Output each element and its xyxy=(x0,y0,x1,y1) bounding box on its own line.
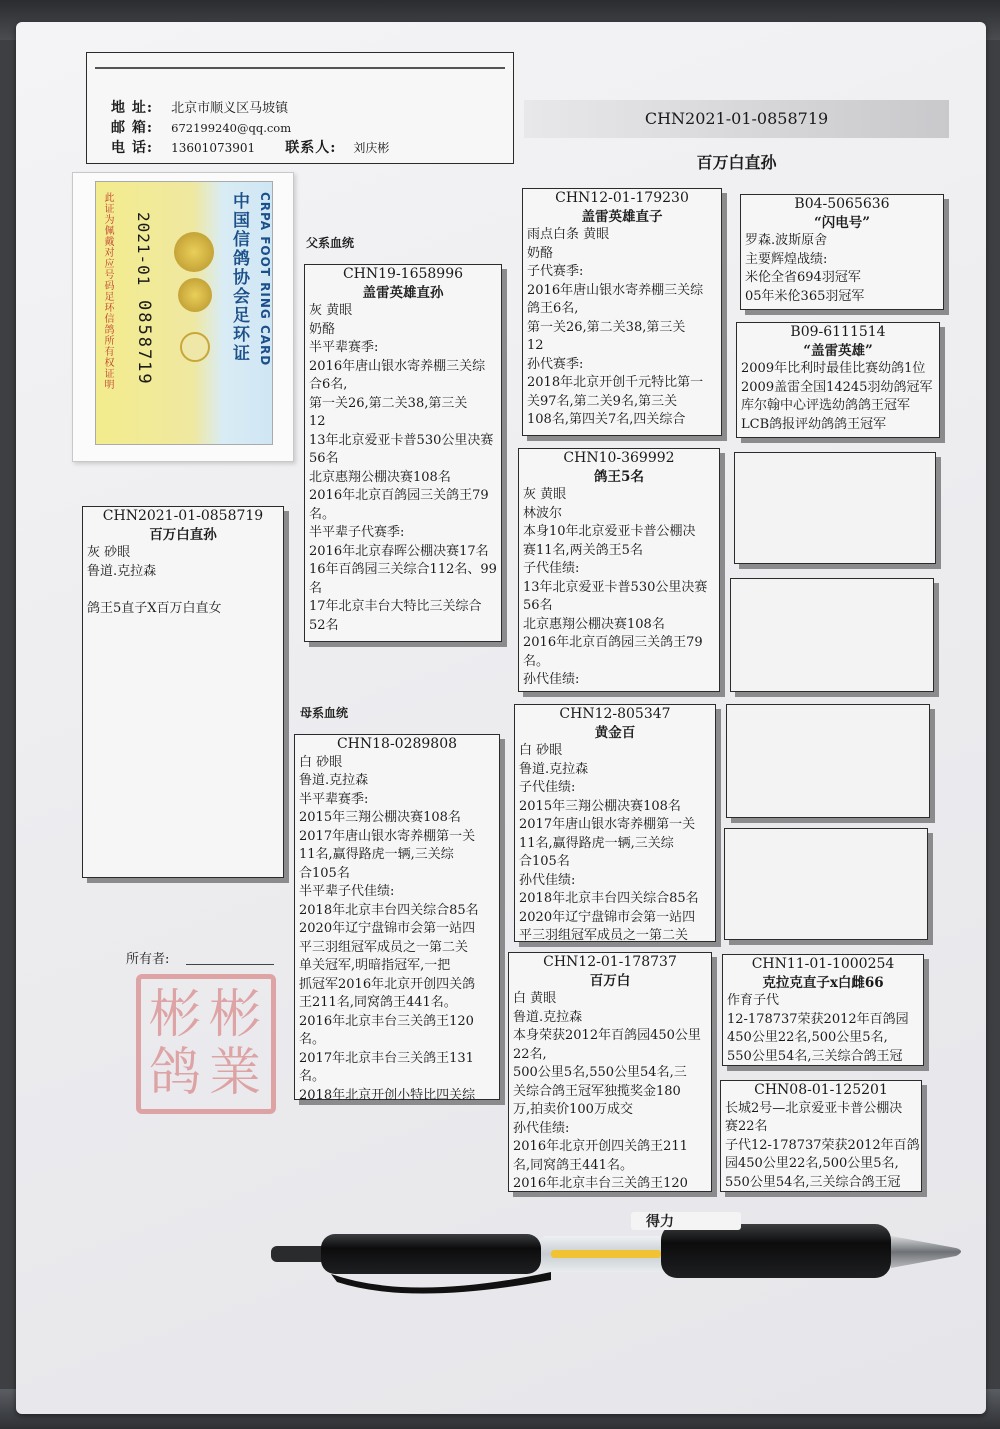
pedigree-line: 孙代赛季: xyxy=(527,356,584,372)
pedigree-line: 园450公里22名,500公里5名, xyxy=(725,1156,899,1171)
pedigree-line: 17年北京丰台大特比三关综合 xyxy=(309,599,482,614)
pedigree-line: 2018年北京丰台四关综合85名 xyxy=(519,891,699,906)
pedigree-line: 56名 xyxy=(309,451,339,466)
pedigree-line: 2016年唐山银水寄养棚三关综 xyxy=(527,282,704,298)
dds-name: 克拉克直子x白雌66 xyxy=(762,974,884,991)
sss-name: “闪电号” xyxy=(813,214,871,231)
email-label: 邮 箱: xyxy=(111,120,154,136)
pedigree-line: 白 砂眼 xyxy=(299,754,343,770)
pedigree-line: 2017年唐山银水寄养棚第一关 xyxy=(299,828,476,844)
sire-card xyxy=(304,264,502,642)
pedigree-line: 2018年北京开创小特比四关综 xyxy=(299,1087,476,1103)
header-ring-band xyxy=(524,100,949,138)
pedigree-line: 12 xyxy=(309,414,326,429)
pedigree-line: 子代佳绩: xyxy=(519,780,576,795)
pedigree-line: 2016年北京百鸽园三关鸽王79 xyxy=(523,635,703,650)
pedigree-line: 12-178737荣获2012年百鸽园 xyxy=(727,1011,909,1027)
dds-ring: CHN11-01-1000254 xyxy=(751,956,895,972)
dam-sire-card xyxy=(514,704,716,942)
pedigree-line: 2016年北京开创四关鸽王211 xyxy=(513,1139,688,1154)
pedigree-line: 52名 xyxy=(309,617,339,633)
sd-lines xyxy=(519,486,719,690)
pedigree-line: 灰 黄眼 xyxy=(523,487,567,502)
pedigree-line: 半平辈赛季: xyxy=(309,340,379,355)
pedigree-line: 450公里22名,500公里5名, xyxy=(727,1030,888,1045)
pedigree-line: 13年北京爱亚卡普530公里决赛 xyxy=(523,579,708,595)
pedigree-line: 56名 xyxy=(523,598,553,613)
pedigree-sheet xyxy=(16,22,986,1414)
email-value: 672199240@qq.com xyxy=(171,121,292,135)
subject-card xyxy=(82,506,284,878)
email-row xyxy=(111,117,291,137)
pedigree-line: 主要辉煌战绩: xyxy=(745,251,828,267)
ssd-ring: B09-6111514 xyxy=(790,324,886,340)
sire-ring: CHN19-1658996 xyxy=(342,266,464,282)
pedigree-line: 作育子代 xyxy=(727,993,780,1008)
crpa-seal-icon xyxy=(180,332,210,362)
pedigree-line: 12 xyxy=(527,338,544,353)
pedigree-line: 鲁道.克拉森 xyxy=(513,1009,583,1025)
pedigree-line: 合105名 xyxy=(299,865,350,881)
pedigree-line: 罗森.波斯原舍 xyxy=(745,233,828,248)
sds-card-empty xyxy=(734,452,936,564)
pedigree-line: 抓冠军2016年北京开创四关鸽 xyxy=(299,976,476,992)
pedigree-line: 合6名, xyxy=(309,377,348,392)
pedigree-line: 鸽王6名, xyxy=(527,301,579,316)
pedigree-line: LCB鸽报评幼鸽鸽王冠军 xyxy=(741,416,887,432)
ddd-card xyxy=(720,1080,922,1192)
ring-card-year: 2021-01 xyxy=(134,212,153,287)
pedigree-line: 108名,第四关7名,四关综合 xyxy=(527,412,686,427)
ddd-ring: CHN08-01-125201 xyxy=(754,1082,888,1098)
sss-card xyxy=(740,194,944,310)
ds-lines xyxy=(515,742,715,946)
dss-card-empty xyxy=(726,704,930,818)
pedigree-line: 平三羽组冠军成员之一第二关 xyxy=(299,939,469,955)
phone-value: 13601073901 xyxy=(171,141,256,155)
pedigree-line: 2016年北京百鸽园三关鸽王79 xyxy=(309,488,489,503)
pedigree-line: 2017年北京丰台三关鸽王131 xyxy=(299,1050,474,1066)
owner-label: 所有者: xyxy=(126,952,170,967)
dds-card xyxy=(722,954,924,1066)
pedigree-line: 林波尔 xyxy=(523,505,563,521)
pedigree-line: 2009盖雷全国14245羽幼鸽冠军 xyxy=(741,379,933,395)
pedigree-line: 本身10年北京爱亚卡普公棚决 xyxy=(523,524,696,539)
header-name: 百万白直孙 xyxy=(696,153,777,172)
sire-line-label: 父系血统 xyxy=(306,236,355,250)
dam-lines xyxy=(295,754,499,1106)
pedigree-line xyxy=(83,581,283,600)
address-value: 北京市顺义区马坡镇 xyxy=(171,101,289,116)
address-label: 地 址: xyxy=(111,100,154,116)
pedigree-line: 第一关26,第二关38,第三关 xyxy=(309,395,468,411)
ss-lines xyxy=(523,226,721,430)
ddd-lines xyxy=(721,1100,921,1193)
pedigree-line: 合105名 xyxy=(519,854,570,869)
pedigree-line: 子代佳绩: xyxy=(523,561,580,576)
header-ring: CHN2021-01-0858719 xyxy=(644,109,829,128)
pedigree-line: 孙代佳绩: xyxy=(519,872,576,888)
ring-card-photo xyxy=(72,172,294,462)
pedigree-line: 鲁道.克拉森 xyxy=(299,773,369,788)
pedigree-line: 2018年北京开创千元特比第一 xyxy=(527,375,704,390)
sire-lines xyxy=(305,302,501,635)
pedigree-line: 名。 xyxy=(523,653,550,669)
dd-ring: CHN12-01-178737 xyxy=(543,954,677,970)
sd-ring: CHN10-369992 xyxy=(563,450,675,466)
pen-brand: 得力 xyxy=(646,1214,674,1230)
pen-icon xyxy=(251,1202,971,1302)
dam-line-label: 母系血统 xyxy=(300,706,349,720)
contact-person-label: 联系人: xyxy=(285,140,337,156)
pedigree-line: 22名, xyxy=(513,1046,547,1062)
dam-dam-card xyxy=(508,952,712,1192)
pedigree-line: 万,拍卖价100万成交 xyxy=(513,1102,633,1117)
dsd-card-empty xyxy=(724,828,928,940)
owner-line xyxy=(186,964,274,965)
pedigree-line: 灰 黄眼 xyxy=(309,303,353,318)
ring-card-subtitle: CRPA FOOT RING CARD xyxy=(258,192,272,367)
pedigree-line: 2020年辽宁盘锦市会第一站四 xyxy=(519,909,696,925)
globe-emblem-icon xyxy=(174,232,214,272)
contact-box xyxy=(86,52,514,164)
pedigree-line: 赛22名 xyxy=(725,1119,768,1134)
pigeon-emblem-icon xyxy=(178,278,212,312)
pedigree-line: 第一关26,第二关38,第三关 xyxy=(527,319,686,335)
sss-ring: B04-5065636 xyxy=(794,196,890,212)
pedigree-line: 子代12-178737荣获2012年百鸽 xyxy=(725,1137,920,1153)
pedigree-line: 16年百鸽园三关综合112名、99 xyxy=(309,562,497,577)
pedigree-line: 2018年北京丰台四关综合85名 xyxy=(299,902,479,918)
pedigree-line: 半平辈赛季: xyxy=(299,791,369,807)
pedigree-line: 550公里54名,三关综合鸽王冠 xyxy=(727,1048,903,1064)
ssd-card xyxy=(736,322,940,438)
pedigree-line: 名。 xyxy=(309,506,336,522)
pedigree-line: 赛11名,两关鸽王5名 xyxy=(523,542,643,558)
pedigree-line: 2016年北京丰台三关鸽王120 xyxy=(513,1176,688,1191)
pedigree-line: 库尔翰中心评选幼鸽鸽王冠军 xyxy=(741,398,911,413)
pedigree-line: 2016年北京丰台三关鸽王120 xyxy=(299,1013,474,1029)
dd-lines xyxy=(509,990,711,1194)
phone-label: 电 话: xyxy=(111,140,154,156)
pedigree-line: 11名,赢得路虎一辆,三关综 xyxy=(519,835,674,851)
ring-card-number: 0858719 xyxy=(134,300,154,386)
contact-person-value: 刘庆彬 xyxy=(353,141,390,155)
pedigree-line: 北京惠翔公棚决赛108名 xyxy=(309,469,451,485)
phone-row xyxy=(111,137,389,157)
sd-name: 鸽王5名 xyxy=(594,468,644,485)
pedigree-line: 名。 xyxy=(299,1069,326,1084)
pedigree-line: 子代赛季: xyxy=(527,264,584,279)
pedigree-line: 灰 砂眼 xyxy=(87,545,131,560)
seal-char-2: 彬 xyxy=(149,985,202,1045)
sire-name: 盖雷英雄直孙 xyxy=(362,284,444,301)
ds-name: 黄金百 xyxy=(594,724,636,741)
pedigree-line: 2020年辽宁盘锦市会第一站四 xyxy=(299,921,476,936)
ring-card-note: 此证为佩戴对应号码足环信鸽所有权证明 xyxy=(102,192,113,390)
pedigree-line: 2015年三翔公棚决赛108名 xyxy=(299,810,461,825)
pedigree-line: 13年北京爱亚卡普530公里决赛 xyxy=(309,432,494,448)
ssd-lines xyxy=(737,360,939,434)
pedigree-line: 11名,赢得路虎一辆,三关综 xyxy=(299,847,454,862)
pedigree-line: 鲁道.克拉森 xyxy=(519,761,589,777)
pedigree-line: 王211名,同窝鸽王441名。 xyxy=(299,995,457,1010)
pedigree-line: 孙代佳绩: xyxy=(523,672,580,687)
sire-dam-card xyxy=(518,448,720,692)
pedigree-line: 2016年北京春晖公棚决赛17名 xyxy=(309,543,489,559)
seal-char-1: 彬 xyxy=(208,985,261,1045)
subject-ring: CHN2021-01-0858719 xyxy=(102,508,264,524)
pedigree-line: 半平辈子代赛季: xyxy=(309,525,405,540)
ds-ring: CHN12-805347 xyxy=(559,706,671,722)
pedigree-line: 白 黄眼 xyxy=(513,991,557,1006)
pedigree-line: 白 砂眼 xyxy=(519,743,563,758)
pedigree-line: 米伦全省694羽冠军 xyxy=(745,270,861,285)
ring-card xyxy=(95,181,273,445)
pedigree-line: 鸽王5直子X百万白直女 xyxy=(87,600,222,616)
sire-sire-card xyxy=(522,188,722,436)
ssd-name: “盖雷英雄” xyxy=(803,342,873,359)
sdd-card-empty xyxy=(730,578,934,692)
pedigree-line: 关97名,第二关9名,第三关 xyxy=(527,393,678,409)
subject-lines xyxy=(83,544,283,618)
pedigree-line: 长城2号—北京爱亚卡普公棚决 xyxy=(725,1100,903,1116)
pedigree-line: 本身荣获2012年百鸽园450公里 xyxy=(513,1028,701,1043)
pedigree-line: 单关冠军,明暗指冠军,一把 xyxy=(299,958,451,973)
pedigree-line: 2009年比利时最佳比赛幼鸽1位 xyxy=(741,361,926,376)
pedigree-line: 名,同窝鸽王441名。 xyxy=(513,1157,633,1173)
pedigree-line: 500公里5名,550公里54名,三 xyxy=(513,1065,687,1080)
address-row xyxy=(111,97,288,117)
dam-ring: CHN18-0289808 xyxy=(336,736,458,752)
dam-card xyxy=(294,734,500,1103)
sss-lines xyxy=(741,232,943,306)
red-seal-stamp xyxy=(136,974,276,1114)
pedigree-line: 平三羽组冠军成员之一第二关 xyxy=(519,928,689,943)
ss-ring: CHN12-01-179230 xyxy=(555,190,689,206)
pedigree-line: 名。 xyxy=(299,1032,326,1047)
dds-lines xyxy=(723,992,923,1066)
pedigree-line: 关综合鸽王冠军独揽奖金180 xyxy=(513,1083,681,1099)
ss-name: 盖雷英雄直子 xyxy=(581,208,663,225)
pedigree-line: 孙代佳绩: xyxy=(513,1120,570,1136)
seal-char-4: 業 xyxy=(208,1043,261,1103)
dd-name: 百万白 xyxy=(589,972,631,989)
seal-char-3: 鸽 xyxy=(149,1043,202,1103)
pedigree-line: 2016年唐山银水寄养棚三关综 xyxy=(309,358,486,374)
pedigree-line: 半平辈子代佳绩: xyxy=(299,884,395,899)
pedigree-line: 奶酪 xyxy=(309,321,336,337)
pedigree-line: 名 xyxy=(309,580,323,596)
pedigree-line: 2017年唐山银水寄养棚第一关 xyxy=(519,817,696,832)
pedigree-line: 雨点白条 黄眼 xyxy=(527,227,610,242)
pedigree-line: 550公里54名,三关综合鸽王冠 xyxy=(725,1174,901,1190)
ring-card-title: 中国信鸽协会足环证 xyxy=(229,192,249,363)
subject-name: 百万白直孙 xyxy=(149,526,217,543)
pedigree-line: 2015年三翔公棚决赛108名 xyxy=(519,798,681,814)
pedigree-line: 鲁道.克拉森 xyxy=(87,563,157,579)
pedigree-line: 北京惠翔公棚决赛108名 xyxy=(523,616,665,632)
contact-rule xyxy=(95,67,505,69)
pedigree-line: 奶酪 xyxy=(527,245,554,261)
pedigree-line: 05年米伦365羽冠军 xyxy=(745,288,865,304)
